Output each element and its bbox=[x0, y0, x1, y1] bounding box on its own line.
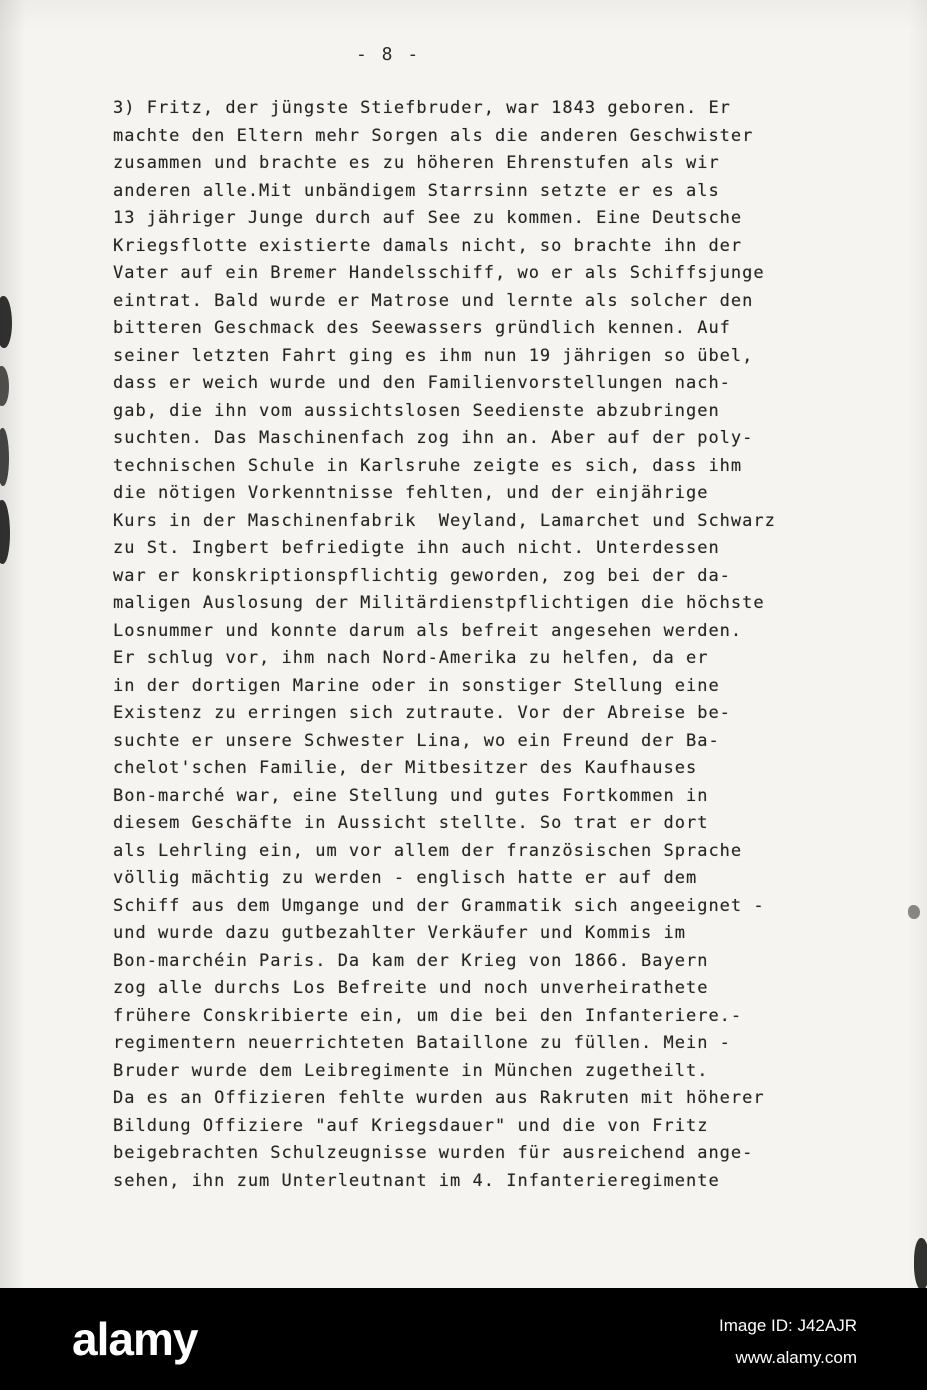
text-line: Bildung Offiziere "auf Kriegsdauer" und die von Fritz bbox=[113, 1115, 709, 1136]
text-line: Bon-marché war, eine Stellung und gutes Fortkommen in bbox=[113, 785, 709, 806]
scan-artifact bbox=[908, 905, 920, 919]
image-id: Image ID: J42AJR bbox=[719, 1316, 857, 1335]
text-line: in der dortigen Marine oder in sonstiger Stellung eine bbox=[113, 675, 720, 696]
text-line: dass er weich wurde und den Familienvorstellungen nach- bbox=[113, 373, 731, 393]
text-line: frühere Conskribierte ein, um die bei den Infanteriere.- bbox=[113, 1005, 743, 1026]
text-line: zog alle durchs Los Befreite und noch unverheirathete bbox=[113, 978, 709, 998]
text-line: als Lehrling ein, um vor allem der französischen Sprache bbox=[113, 840, 743, 861]
text-line: chelot'schen Familie, der Mitbesitzer des Kaufhauses bbox=[113, 758, 698, 778]
text-line: beigebrachten Schulzeugnisse wurden für ausreichend ange- bbox=[113, 1143, 754, 1163]
text-line: zu St. Ingbert befriedigte ihn auch nicht. Unterdessen bbox=[113, 538, 720, 558]
text-line: anderen alle.Mit unbändigem Starrsinn setzte er es als bbox=[113, 180, 720, 201]
text-line: 13 jähriger Junge durch auf See zu kommen. Eine Deutsche bbox=[113, 208, 743, 228]
text-line: völlig mächtig zu werden - englisch hatte er auf dem bbox=[113, 868, 698, 888]
text-line: Bon-marchéin Paris. Da kam der Krieg von 1866. Bayern bbox=[113, 950, 709, 971]
text-line: Bruder wurde dem Leibregimente in München zugetheilt. bbox=[113, 1060, 709, 1081]
text-line: Kurs in der Maschinenfabrik Weyland, Lamarchet und Schwarz bbox=[113, 510, 776, 531]
text-line: war er konskriptionspflichtig geworden, zog bei der da- bbox=[113, 565, 731, 586]
text-line: die nötigen Vorkenntnisse fehlten, und der einjährige bbox=[113, 483, 709, 503]
image-meta bbox=[719, 1310, 857, 1374]
text-line: gab, die ihn vom aussichtslosen Seedienste abzubringen bbox=[113, 400, 720, 421]
scan-artifact bbox=[914, 1238, 927, 1290]
text-line: 3) Fritz, der jüngste Stiefbruder, war 1843 geboren. Er bbox=[113, 98, 731, 118]
scan-artifact bbox=[0, 500, 10, 564]
text-line: Er schlug vor, ihm nach Nord-Amerika zu helfen, da er bbox=[113, 648, 709, 668]
alamy-watermark-bar bbox=[0, 1288, 927, 1390]
alamy-url: www.alamy.com bbox=[735, 1348, 857, 1367]
text-line: eintrat. Bald wurde er Matrose und lernte als solcher den bbox=[113, 290, 754, 311]
text-line: Da es an Offizieren fehlte wurden aus Rakruten mit höherer bbox=[113, 1088, 765, 1108]
text-line: sehen, ihn zum Unterleutnant im 4. Infanterieregimente bbox=[113, 1170, 720, 1191]
body-text bbox=[113, 95, 813, 1195]
text-line: maligen Auslosung der Militärdienstpflichtigen die höchste bbox=[113, 593, 765, 613]
text-line: Vater auf ein Bremer Handelsschiff, wo er als Schiffsjunge bbox=[113, 263, 765, 283]
text-line: seiner letzten Fahrt ging es ihm nun 19 jährigen so übel, bbox=[113, 345, 754, 366]
scan-artifact bbox=[0, 296, 12, 348]
alamy-logo: alamy bbox=[72, 1313, 198, 1365]
text-line: Schiff aus dem Umgange und der Grammatik sich angeeignet - bbox=[113, 895, 765, 916]
text-line: bitteren Geschmack des Seewassers gründlich kennen. Auf bbox=[113, 318, 731, 338]
text-line: machte den Eltern mehr Sorgen als die anderen Geschwister bbox=[113, 125, 754, 146]
text-line: Kriegsflotte existierte damals nicht, so brachte ihn der bbox=[113, 235, 743, 256]
text-line: Losnummer und konnte darum als befreit angesehen werden. bbox=[113, 620, 743, 641]
scan-artifact bbox=[0, 428, 9, 486]
scan-artifact bbox=[0, 366, 9, 406]
text-line: diesem Geschäfte in Aussicht stellte. So trat er dort bbox=[113, 813, 709, 833]
text-line: technischen Schule in Karlsruhe zeigte es sich, dass ihm bbox=[113, 455, 743, 476]
text-line: Existenz zu erringen sich zutraute. Vor der Abreise be- bbox=[113, 703, 731, 723]
text-line: zusammen und brachte es zu höheren Ehrenstufen als wir bbox=[113, 153, 720, 173]
text-line: regimentern neuerrichteten Bataillone zu füllen. Mein - bbox=[113, 1033, 731, 1053]
page-number: - 8 - bbox=[356, 44, 421, 65]
text-line: suchten. Das Maschinenfach zog ihn an. Aber auf der poly- bbox=[113, 428, 754, 448]
text-line: und wurde dazu gutbezahlter Verkäufer und Kommis im bbox=[113, 923, 686, 943]
text-line: suchte er unsere Schwester Lina, wo ein Freund der Ba- bbox=[113, 730, 720, 751]
